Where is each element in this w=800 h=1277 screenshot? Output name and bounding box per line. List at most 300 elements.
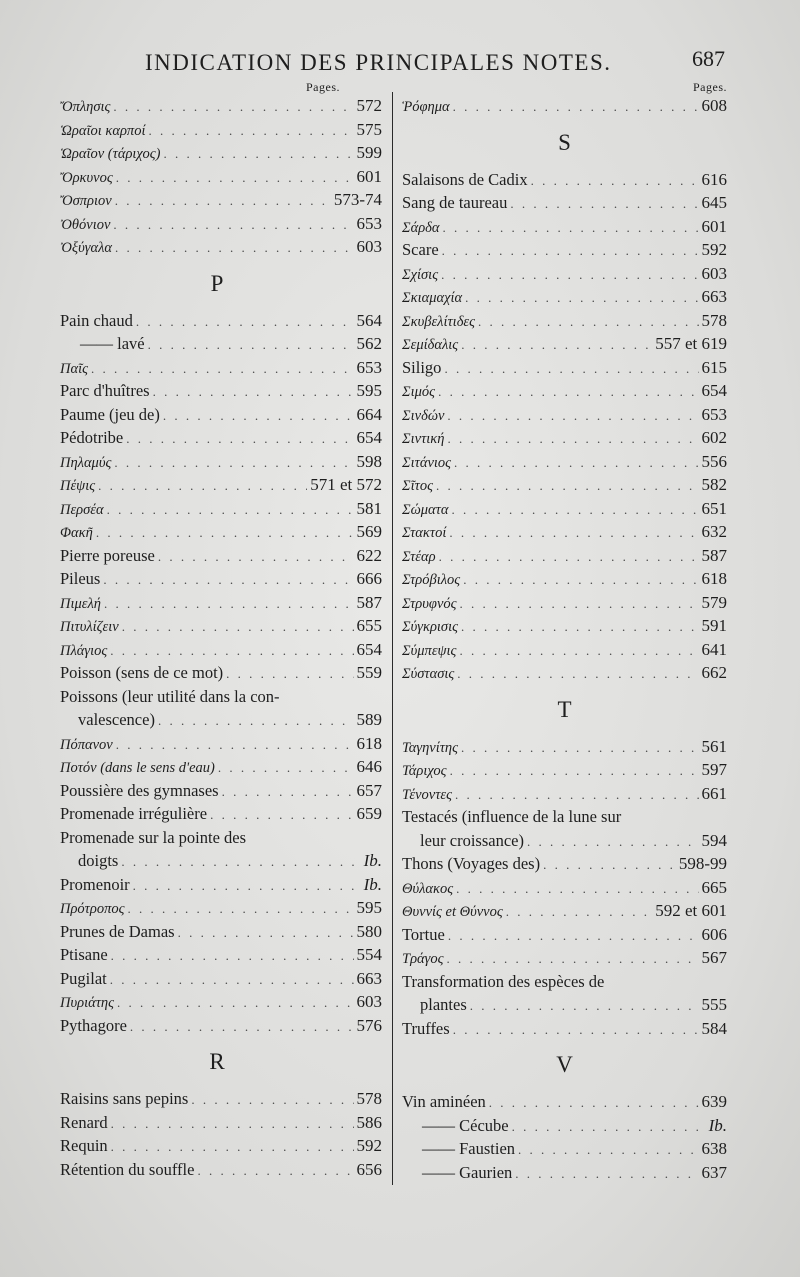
- index-term: Στακτοί: [402, 525, 447, 541]
- dot-leader: [453, 1018, 699, 1042]
- dot-leader: [454, 451, 698, 475]
- index-group-r-top: [402, 94, 727, 118]
- index-entry: [402, 94, 727, 118]
- index-entry: [60, 332, 382, 356]
- index-term: Πιτυλίζειν: [60, 619, 119, 635]
- dot-leader: [110, 968, 354, 992]
- index-term: Ὄρκυνος: [60, 169, 113, 186]
- dot-leader: [103, 568, 353, 592]
- index-term: Φακῆ: [60, 525, 93, 541]
- index-term: Poussière des gymnases: [60, 780, 219, 800]
- index-term: Pythagore: [60, 1015, 127, 1035]
- index-entry: [402, 544, 727, 568]
- index-entry: [60, 873, 382, 897]
- index-term: Parc d'huîtres: [60, 381, 150, 400]
- dot-leader: [442, 239, 699, 263]
- index-entry: [60, 165, 382, 189]
- index-term: Σώματα: [402, 501, 449, 518]
- index-term: Σῖτος: [402, 478, 433, 494]
- dot-leader: [218, 756, 354, 780]
- index-term: Salaisons de Cadix: [402, 169, 528, 189]
- dot-leader: [107, 498, 354, 522]
- index-entry: [402, 191, 727, 215]
- index-term: Ὡραῖον (τάριχος): [60, 146, 161, 162]
- index-entry: [402, 285, 727, 309]
- index-entry: [60, 967, 382, 991]
- page-reference: 595: [356, 381, 382, 400]
- page-reference: 564: [356, 310, 382, 330]
- section-letter-s: S: [558, 129, 571, 155]
- index-group-t-b: [402, 852, 727, 970]
- index-entry: [402, 1137, 727, 1161]
- index-term: Παῖς: [60, 360, 88, 377]
- index-term: Σύμπεψις: [402, 642, 457, 659]
- index-entry: [60, 614, 382, 638]
- index-term: Prunes de Damas: [60, 921, 175, 941]
- section-letter-p: P: [210, 270, 224, 296]
- index-group-s: [402, 168, 727, 685]
- index-entry: [60, 450, 382, 474]
- page-reference: 606: [701, 924, 727, 944]
- index-entry: [402, 923, 727, 947]
- pages-label: Pages.: [306, 80, 340, 94]
- dot-leader: [130, 1015, 354, 1039]
- index-entry: [402, 1090, 727, 1114]
- page-reference: 662: [701, 663, 727, 682]
- index-entry: [60, 1111, 382, 1135]
- index-term: Τένοντες: [402, 786, 452, 803]
- dot-leader: [226, 662, 353, 686]
- dot-leader: [455, 783, 699, 807]
- dot-leader: [531, 169, 699, 193]
- dot-leader: [111, 1112, 354, 1136]
- page-reference: 615: [701, 357, 727, 377]
- page-reference: 555: [701, 995, 727, 1014]
- index-entry: [402, 899, 727, 923]
- index-entry: [402, 661, 727, 685]
- index-term: Ptisane: [60, 945, 108, 964]
- page-reference: 603: [701, 263, 727, 283]
- page-reference: 594: [701, 830, 727, 850]
- index-entry: [60, 497, 382, 521]
- index-entry: [60, 779, 382, 803]
- index-term: Rétention du souffle: [60, 1159, 195, 1179]
- dot-leader: [515, 1162, 698, 1186]
- index-entry: [402, 238, 727, 262]
- index-term: Σιτάνιος: [402, 454, 452, 471]
- dot-leader: [122, 615, 354, 639]
- index-entry: [402, 450, 727, 474]
- dot-leader: [518, 1138, 698, 1162]
- index-entry: [402, 215, 727, 239]
- page-reference: 661: [701, 783, 727, 803]
- page-reference: 561: [701, 736, 727, 756]
- dot-leader: [136, 310, 354, 334]
- page-reference: 592: [701, 240, 727, 259]
- index-term: Σύστασις: [402, 666, 455, 682]
- page-reference: 580: [356, 921, 382, 941]
- index-term: Πέψις: [60, 478, 96, 494]
- index-term: —— Cécube: [422, 1115, 509, 1135]
- index-term: Pierre poreuse: [60, 545, 155, 565]
- index-entry: [60, 567, 382, 591]
- page-reference: 664: [356, 404, 382, 424]
- dot-leader: [115, 236, 354, 260]
- dot-leader: [527, 830, 699, 854]
- page-reference: 579: [701, 592, 727, 612]
- index-entry: [60, 235, 382, 259]
- page-reference: 641: [701, 639, 727, 659]
- index-entry: [60, 309, 382, 333]
- page-reference: Ib.: [363, 851, 382, 870]
- dot-leader: [197, 1159, 353, 1183]
- index-term: Ὄπλησις: [60, 99, 111, 115]
- index-entry: [402, 1017, 727, 1041]
- page-reference: 556: [701, 451, 727, 471]
- dot-leader: [210, 803, 353, 827]
- index-entry: [402, 497, 727, 521]
- dot-leader: [456, 877, 698, 901]
- index-entry: [60, 732, 382, 756]
- index-entry: [402, 403, 727, 427]
- index-term: Σκυβελίτιδες: [402, 313, 476, 330]
- index-term: Pédotribe: [60, 428, 124, 447]
- page-reference: 637: [701, 1162, 727, 1182]
- page-reference: 618: [356, 733, 382, 753]
- page-reference: 597: [701, 760, 727, 779]
- dot-leader: [148, 333, 354, 357]
- index-entry: [60, 591, 382, 615]
- index-entry: [402, 638, 727, 662]
- page-reference: 653: [701, 404, 727, 424]
- dot-leader: [114, 451, 353, 475]
- page-reference: 601: [701, 216, 727, 236]
- index-entry: [402, 591, 727, 615]
- page-reference: 659: [356, 804, 382, 823]
- dot-leader: [178, 921, 354, 945]
- index-term: Ῥόφημα: [402, 99, 450, 115]
- index-term: —— Gaurien: [422, 1162, 513, 1182]
- index-entry: [60, 638, 382, 662]
- dot-leader: [453, 95, 699, 119]
- dot-leader: [478, 310, 698, 334]
- dot-leader: [441, 263, 698, 287]
- page-reference: 657: [356, 780, 382, 800]
- dot-leader: [163, 142, 353, 166]
- index-group-t-c: [402, 1017, 727, 1041]
- index-entry-testaces-line1: Testacés (influence de la lune sur: [402, 807, 622, 826]
- index-term: Promenoir: [60, 874, 130, 894]
- index-entry: [402, 520, 727, 544]
- index-term: Σχίσις: [402, 266, 439, 283]
- page-reference: 663: [356, 968, 382, 988]
- index-term: —— lavé: [80, 334, 145, 353]
- page-reference: Ib.: [363, 874, 382, 894]
- section-letter-t: T: [557, 696, 572, 722]
- index-term: Pileus: [60, 569, 101, 588]
- index-term: Σεμίδαλις: [402, 337, 459, 353]
- index-entry: [402, 852, 727, 876]
- index-term: Requin: [60, 1136, 108, 1155]
- page-reference: 562: [356, 334, 382, 353]
- dot-leader: [121, 850, 360, 874]
- page-reference: 665: [701, 877, 727, 897]
- page-reference: 645: [701, 193, 727, 212]
- dot-leader: [98, 474, 307, 498]
- index-entry: [60, 403, 382, 427]
- index-entry: [402, 262, 727, 286]
- section-letter-v: V: [556, 1052, 573, 1077]
- index-term: Πόπανον: [60, 736, 113, 753]
- dot-leader: [113, 95, 353, 119]
- index-term: plantes: [420, 995, 467, 1014]
- index-entry: [60, 802, 382, 826]
- page-reference: 601: [356, 166, 382, 186]
- index-term: Σινδών: [402, 407, 445, 424]
- index-term: Σάρδα: [402, 219, 440, 236]
- pages-label-right: Pages.: [693, 80, 727, 94]
- dot-leader: [447, 427, 698, 451]
- index-entry: [402, 379, 727, 403]
- index-term: Scare: [402, 240, 439, 259]
- index-column-left: [60, 80, 382, 1181]
- dot-leader: [460, 592, 699, 616]
- index-term: Sang de taureau: [402, 193, 508, 212]
- page-reference: 655: [356, 616, 382, 635]
- page-reference: 653: [356, 357, 382, 377]
- index-entry: [60, 473, 382, 497]
- page-reference: 557 et 619: [655, 334, 727, 353]
- page-reference: 639: [701, 1092, 727, 1111]
- index-entry-transformation-line1: Transformation des espèces de: [402, 971, 605, 991]
- index-term: Πυριάτης: [60, 995, 114, 1011]
- dot-leader: [457, 662, 698, 686]
- dot-leader: [449, 521, 698, 545]
- index-entry: [60, 1087, 382, 1111]
- dot-leader: [438, 380, 698, 404]
- page-reference: 654: [356, 428, 382, 447]
- index-group-p-b: [60, 732, 382, 826]
- index-entry-testaces-line2: [402, 829, 727, 853]
- dot-leader: [443, 216, 699, 240]
- page-reference: 595: [356, 898, 382, 917]
- index-entry: [402, 356, 727, 380]
- page-reference: 616: [701, 169, 727, 189]
- page-reference: 576: [356, 1015, 382, 1035]
- index-entry-promenade-line1: Promenade sur la pointe des: [60, 827, 247, 847]
- index-column-right: [402, 80, 727, 1184]
- page-reference: 589: [356, 710, 382, 729]
- page-reference: 554: [356, 945, 382, 964]
- dot-leader: [111, 944, 354, 968]
- index-entry: [60, 896, 382, 920]
- index-entry: [402, 946, 727, 970]
- index-term: Τράγος: [402, 951, 444, 967]
- index-term: Raisins sans pepins: [60, 1089, 189, 1108]
- page-reference: 603: [356, 992, 382, 1011]
- dot-leader: [116, 166, 354, 190]
- index-entry-transformation-line2: [402, 993, 727, 1017]
- index-entry: [60, 661, 382, 685]
- index-group-v: [402, 1090, 727, 1184]
- index-term: Πρότροπος: [60, 901, 125, 917]
- index-entry: [402, 426, 727, 450]
- page-reference: 603: [356, 237, 382, 256]
- dot-leader: [461, 333, 652, 357]
- page-reference: 663: [701, 287, 727, 306]
- index-entry: [60, 379, 382, 403]
- index-term: Ὡραῖοι καρποί: [60, 122, 146, 139]
- section-letter-r: R: [209, 1049, 225, 1074]
- index-entry: [60, 141, 382, 165]
- dot-leader: [91, 357, 354, 381]
- index-group-p-c: [60, 873, 382, 1038]
- index-entry: [402, 782, 727, 806]
- index-entry: [402, 332, 727, 356]
- dot-leader: [191, 1088, 353, 1112]
- index-term: Ὀξύγαλα: [60, 240, 112, 256]
- dot-leader: [459, 639, 698, 663]
- index-term: Ταγηνίτης: [402, 739, 458, 756]
- page-reference: 598-99: [678, 854, 727, 873]
- dot-leader: [436, 474, 699, 498]
- dot-leader: [543, 853, 676, 877]
- index-group-p-a: [60, 309, 382, 685]
- column-divider: [392, 92, 393, 1185]
- index-entry-promenade-line2: [60, 849, 382, 873]
- dot-leader: [148, 119, 353, 143]
- page-reference: 592 et 601: [655, 901, 727, 920]
- index-term: Promenade irrégulière: [60, 804, 208, 823]
- page-number: 687: [692, 46, 725, 71]
- dot-leader: [113, 213, 353, 237]
- dot-leader: [96, 521, 354, 545]
- dot-leader: [127, 897, 353, 921]
- index-term: Τάριχος: [402, 763, 447, 779]
- index-entry: [60, 1134, 382, 1158]
- index-entry: [60, 118, 382, 142]
- index-entry: [60, 990, 382, 1014]
- dot-leader: [222, 780, 354, 804]
- page-reference: 584: [701, 1018, 727, 1038]
- index-term: valescence): [78, 710, 155, 729]
- page-reference: 586: [356, 1112, 382, 1132]
- index-term: doigts: [78, 851, 119, 870]
- dot-leader: [510, 192, 698, 216]
- page-reference: 653: [356, 213, 382, 233]
- index-term: Ποτόν (dans le sens d'eau): [60, 760, 215, 776]
- dot-leader: [446, 947, 698, 971]
- dot-leader: [506, 900, 652, 924]
- index-entry: [402, 614, 727, 638]
- page-reference: 578: [701, 310, 727, 330]
- index-entry-poissons-line2: [60, 708, 382, 732]
- index-term: Truffes: [402, 1018, 450, 1038]
- index-term: Pugilat: [60, 968, 107, 988]
- dot-leader: [117, 991, 354, 1015]
- page-reference: 587: [356, 592, 382, 612]
- page-reference: 632: [701, 522, 727, 541]
- page-reference: 571 et 572: [310, 475, 382, 494]
- page-title: INDICATION DES PRINCIPALES NOTES.: [145, 50, 612, 75]
- index-term: Ὀθόνιον: [60, 216, 111, 233]
- page-reference: 602: [701, 428, 727, 447]
- index-entry: [60, 1158, 382, 1182]
- page-reference: 638: [701, 1139, 727, 1158]
- index-entry: [60, 188, 382, 212]
- dot-leader: [126, 427, 353, 451]
- page-reference: 559: [356, 663, 382, 682]
- index-term: Πηλαμύς: [60, 454, 112, 471]
- dot-leader: [158, 709, 354, 733]
- index-entry: [60, 755, 382, 779]
- page-reference: 582: [701, 475, 727, 494]
- dot-leader: [133, 874, 361, 898]
- page-reference: 578: [356, 1089, 382, 1108]
- index-term: Pain chaud: [60, 310, 133, 330]
- page-reference: Ib.: [708, 1115, 727, 1135]
- page-reference: 592: [356, 1136, 382, 1155]
- index-term: Θύλακος: [402, 880, 454, 897]
- index-entry: [60, 943, 382, 967]
- dot-leader: [461, 615, 699, 639]
- dot-leader: [463, 568, 698, 592]
- index-term: Tortue: [402, 924, 445, 944]
- index-term: Vin aminéen: [402, 1092, 486, 1111]
- page-reference: 618: [701, 569, 727, 588]
- page-reference: 654: [701, 381, 727, 400]
- index-entry: [402, 1114, 727, 1138]
- page-reference: 651: [701, 498, 727, 518]
- page-header: [145, 46, 725, 80]
- page-reference: 569: [356, 522, 382, 541]
- page-reference: 654: [356, 639, 382, 659]
- page-reference: 581: [356, 498, 382, 518]
- page-reference: 608: [701, 96, 727, 115]
- index-term: leur croissance): [420, 830, 524, 850]
- index-group-t-a: [402, 735, 727, 806]
- index-entry: [60, 520, 382, 544]
- index-term: Πιμελή: [60, 595, 101, 612]
- index-term: Thons (Voyages des): [402, 854, 541, 873]
- dot-leader: [116, 733, 354, 757]
- page-reference: 598: [356, 451, 382, 471]
- index-entry: [60, 544, 382, 568]
- index-entry-poissons-line1: Poissons (leur utilité dans la con-: [60, 686, 280, 706]
- page-reference: 567: [701, 948, 727, 967]
- index-entry: [402, 473, 727, 497]
- index-entry: [402, 168, 727, 192]
- page-reference: 572: [356, 96, 382, 115]
- index-entry: [402, 567, 727, 591]
- index-group-r: [60, 1087, 382, 1181]
- index-term: Στρόβιλος: [402, 572, 461, 588]
- index-entry: [60, 1014, 382, 1038]
- dot-leader: [461, 736, 699, 760]
- dot-leader: [489, 1091, 699, 1115]
- index-entry: [402, 1161, 727, 1185]
- index-entry: [60, 94, 382, 118]
- page-reference: 575: [356, 119, 382, 139]
- index-entry: [60, 356, 382, 380]
- dot-leader: [451, 498, 698, 522]
- dot-leader: [111, 1135, 354, 1159]
- index-term: Σύγκρισις: [402, 619, 458, 635]
- page-reference: 599: [356, 143, 382, 162]
- dot-leader: [163, 404, 354, 428]
- page-reference: 666: [356, 569, 382, 588]
- index-entry: [402, 876, 727, 900]
